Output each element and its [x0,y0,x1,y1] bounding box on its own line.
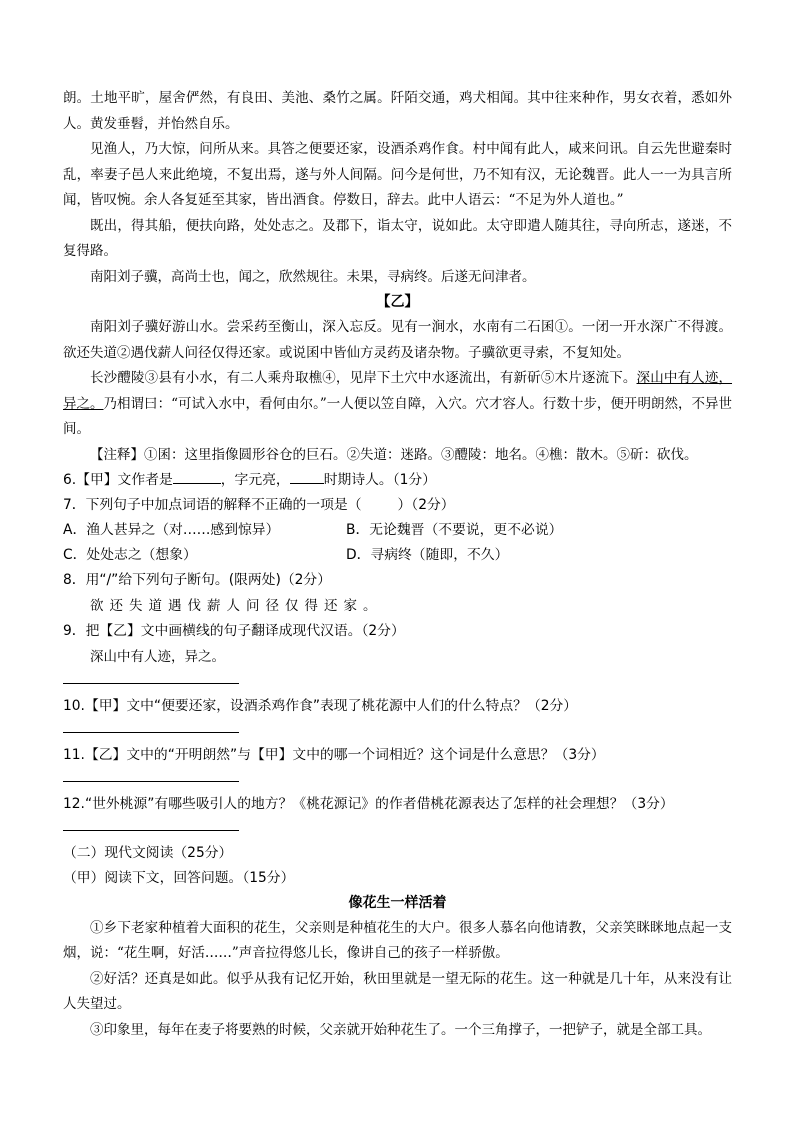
question-8: 8．用“/”给下列句子断句。(限两处)（2分） [63,571,332,588]
section-2-subheading: （甲）阅读下文，回答问题。（15分） [63,869,295,886]
question-6 [63,468,732,493]
q9-sentence: 深山中有人迹，异之。 [90,648,225,665]
q6-part-b: ，字元亮， [220,471,290,488]
q7-option-c[interactable]: C．处处志之（想象） [63,546,197,563]
question-9: 9．把【乙】文中画横线的句子翻译成现代汉语。（2分） [63,622,405,639]
article-paragraph-2: ②好活？还真是如此。似乎从我有记忆开始，秋田里就是一望无际的花生。这一种就是几十年，从来没有让人失望过。 [63,970,732,1012]
question-10: 10.【甲】文中“便要还家，设酒杀鸡作食”表现了桃花源中人们的什么特点？（2分） [63,697,578,714]
yi-p2-after: 乃相谓曰：“可试入水中，看何由尔。”一人便以笠自障，入穴。穴才容人。行数十步，便开明朗然，不异世间。 [63,395,732,437]
article-paragraph-3: ③印象里，每年在麦子将要熟的时候，父亲就开始种花生了。一个三角撑子，一把铲子，就是全部工具。 [90,1021,711,1038]
q12-answer-line[interactable] [63,830,239,831]
section-2-heading: （二）现代文阅读（25分） [63,844,233,861]
q7-option-d[interactable]: D．寻病终（随即，不久） [346,546,509,563]
q7-stem: 7．下列句子中加点词语的解释不正确的一项是（ [63,496,362,513]
q9-answer-line[interactable] [63,683,239,684]
annotation: 【注释】①囷：这里指像圆形谷仓的巨石。②失道：迷路。③醴陵：地名。④樵：散木。⑤斫：砍伐。 [90,446,698,463]
article-paragraph-1: ①乡下老家种植着大面积的花生，父亲则是种植花生的大户。很多人慕名向他请教，父亲笑眯眯地点起一支烟，说：“花生啊，好活……”声音拉得悠儿长，像讲自己的孩子一样骄傲。 [63,919,732,961]
question-7 [63,493,732,518]
yi-paragraph-2 [63,366,732,443]
article-title: 像花生一样活着 [348,894,447,911]
q7-options-row-1 [63,518,732,543]
jia-paragraph-1: 朗。土地平旷，屋舍俨然，有良田、美池、桑竹之属。阡陌交通，鸡犬相闻。其中往来种作，男女衣着，悉如外人。黄发垂髫，并怡然自乐。 [63,90,732,132]
question-12: 12.“世外桃源”有哪些吸引人的地方？《桃花源记》的作者借桃花源表达了怎样的社会理想？（3分） [63,795,674,812]
q6-part-a: 6.【甲】文作者是 [63,471,173,488]
yi-title: 【乙】 [376,294,419,310]
jia-paragraph-2: 见渔人，乃大惊，问所从来。具答之便要还家，设酒杀鸡作食。村中闻有此人，咸来问讯。自云先世避秦时乱，率妻子邑人来此绝境，不复出焉，遂与外人间隔。问今是何世，乃不知有汉，无论魏晋。此人一一为具言所闻，皆叹惋。余人各复延至其家，皆出酒食。停数日，辞去。此中人语云：“不足为外人道也。” [63,141,732,208]
question-11: 11.【乙】文中的“开明朗然”与【甲】文中的哪一个词相近？这个词是什么意思？（3分） [63,746,605,763]
q7-option-a[interactable]: A．渔人甚异之（对……感到惊异） [63,521,280,538]
q10-answer-line[interactable] [63,732,239,733]
jia-paragraph-3: 既出，得其船，便扶向路，处处志之。及郡下，诣太守，说如此。太守即遣人随其往，寻向所志，遂迷，不复得路。 [63,217,732,259]
q7-options-row-2 [63,543,732,568]
q6-blank-author[interactable] [173,469,221,484]
yi-p2-before: 长沙醴陵③县有小水，有二人乘舟取樵④，见岸下土穴中水逐流出，有新斫⑤木片逐流下。 [90,370,637,386]
q6-blank-era[interactable] [290,469,324,484]
yi-paragraph-1: 南阳刘子骥好游山水。尝采药至衡山，深入忘反。见有一涧水，水南有二石囷①。一闭一开水深广不得渡。欲还失道②遇伐薪人问径仅得还家。或说囷中皆仙方灵药及诸杂物。子骥欲更寻索，不复知处。 [63,319,732,361]
q11-answer-line[interactable] [63,781,239,782]
q7-option-b[interactable]: B．无论魏晋（不要说，更不必说） [346,521,563,538]
q8-sentence: 欲还失道遇伐薪人问径仅得还家。 [90,597,383,614]
q7-stem-end: ）（2分） [397,496,455,513]
jia-paragraph-4: 南阳刘子骥，高尚士也，闻之，欣然规往。未果，寻病终。后遂无问津者。 [90,268,536,285]
yi-underlined-sentence: 深山中有人迹，异之。 [63,370,733,412]
q6-part-c: 时期诗人。（1分） [323,471,436,488]
